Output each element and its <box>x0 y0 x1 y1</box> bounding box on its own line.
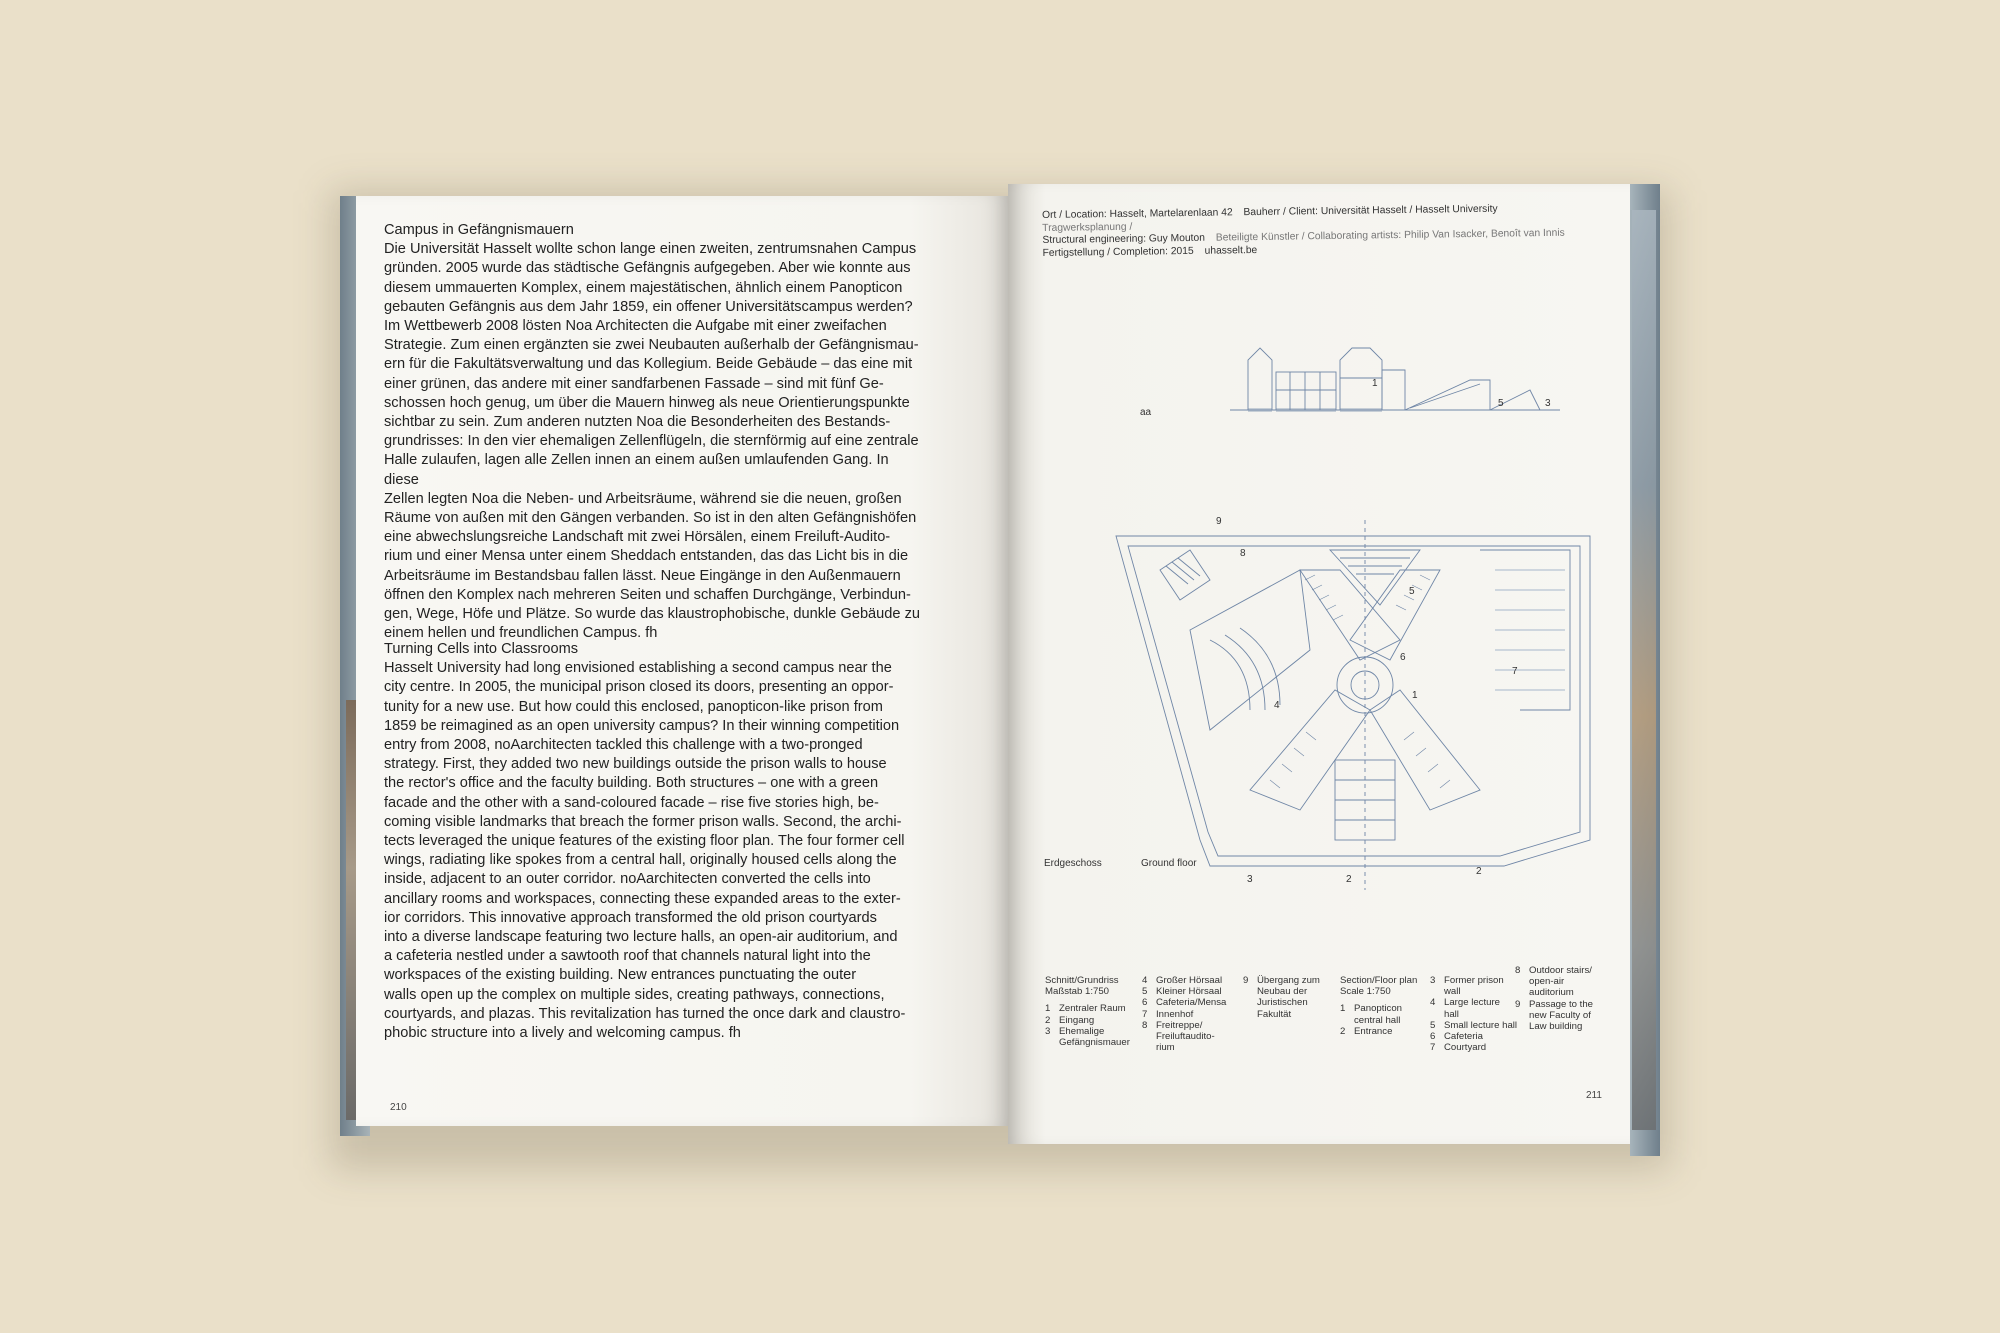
legend-num: 8 <box>1142 1019 1148 1031</box>
section-drawing <box>1230 320 1560 420</box>
legend-item <box>1515 965 1593 999</box>
legend-text: Großer Hörsaal <box>1156 975 1223 986</box>
legend-item <box>1430 1020 1517 1031</box>
legend-text: Former prison wall <box>1444 975 1504 998</box>
meta-client: Bauherr / Client: Universität Hasselt / Hasselt University <box>1243 203 1498 219</box>
legend-text: Zentraler Raum <box>1059 1003 1126 1015</box>
legend-english-title: Section/Floor plan Scale 1:750 <box>1340 975 1418 998</box>
legend-num: 4 <box>1142 975 1148 986</box>
plan-number-5: 5 <box>1409 586 1415 597</box>
legend-item <box>1142 1009 1226 1020</box>
english-body: Hasselt University had long envisioned establishing a second campus near the city centre. In 2005, the municipal prison closed its doors, presenting an oppor- tunity for a new use. But how could this enclosed, panopticon-like prison from 1859 be reimagined as an open university campus? In their winning competition entry from 2008, noAarchitecten tackled this challenge with a two-pronged strategy. First, they added two new buildings outside the prison walls to house the rector's office and the faculty building. Both structures – one with a green facade and the other with a sand-coloured facade – rise five stories high, be- coming visible landmarks that breach the former prison walls. Second, the archi- tects leveraged the unique features of the existing floor plan. The four former cell wings, radiating like spokes from a central hall, originally housed cells along the inside, adjacent to an outer corridor. noAarchitecten converted the cells into ancillary rooms and workspaces, connecting these expanded areas to the exter- ior corridors. This innovative approach transformed the old prison courtyards into a diverse landscape featuring two lecture halls, an open-air auditorium, and a cafeteria nestled under a sawtooth roof that channels natural light into the workspaces of the existing building. New entrances punctuating the outer walls open up the complex on multiple sides, creating pathways, connections, courtyards, and plazas. This revitalization has turned the once dark and claustro- phobic structure into a lively and welcoming campus. fh <box>384 660 906 1042</box>
section-number-1: 1 <box>1372 378 1378 389</box>
legend-num: 6 <box>1142 997 1148 1009</box>
legend-text: Entrance <box>1354 1025 1393 1037</box>
legend-english-col1 <box>1340 975 1417 1037</box>
plan-number-2b: 2 <box>1476 866 1482 877</box>
legend-num: 1 <box>1045 1003 1051 1015</box>
legend-text: Courtyard <box>1444 1042 1487 1054</box>
section-label-aa: aa <box>1140 407 1152 418</box>
plan-number-8: 8 <box>1240 548 1246 559</box>
legend-text: Small lecture hall <box>1444 1019 1518 1031</box>
legend-text: Outdoor stairs/ open-air auditorium <box>1529 965 1592 999</box>
section-number-3: 3 <box>1545 398 1551 409</box>
legend-text: Freitreppe/ Freiluftaudito- rium <box>1156 1019 1215 1054</box>
german-text-block <box>384 221 924 643</box>
legend-num: 2 <box>1340 1025 1346 1037</box>
legend-text: Large lecture hall <box>1444 997 1500 1020</box>
legend-item <box>1430 975 1517 997</box>
legend-num: 5 <box>1142 986 1148 998</box>
floor-label-english: Ground floor <box>1141 858 1197 869</box>
meta-artists: Beteiligte Künstler / Collaborating artists: Philip Van Isacker, Benoît van Innis <box>1215 227 1565 244</box>
legend-text: Übergang zum Neubau der Juristischen Fakultät <box>1257 975 1320 1020</box>
legend-num: 2 <box>1045 1014 1051 1026</box>
project-metadata <box>1042 202 1588 260</box>
legend-num: 4 <box>1430 997 1436 1009</box>
legend-text: Cafeteria/Mensa <box>1156 997 1227 1009</box>
legend-num: 3 <box>1045 1025 1051 1037</box>
legend-num: 6 <box>1430 1031 1436 1043</box>
legend-num: 7 <box>1430 1042 1436 1054</box>
english-heading: Turning Cells into Classrooms <box>384 641 579 657</box>
legend-item <box>1243 975 1320 1020</box>
legend-item <box>1045 1026 1130 1048</box>
german-heading: Campus in Gefängnismauern <box>384 222 574 238</box>
page-number-left: 210 <box>390 1102 407 1113</box>
legend-text: Cafeteria <box>1444 1031 1483 1043</box>
legend-german-title: Schnitt/Grundriss Maßstab 1:750 <box>1045 975 1119 998</box>
legend-item <box>1142 997 1226 1008</box>
plan-number-6: 6 <box>1400 652 1406 663</box>
legend-item <box>1045 1003 1130 1014</box>
ground-floor-plan <box>1100 510 1600 900</box>
meta-website: uhasselt.be <box>1204 244 1258 257</box>
legend-german-col1 <box>1045 975 1130 1048</box>
legend-text: Eingang <box>1059 1014 1095 1026</box>
legend-item <box>1430 997 1517 1019</box>
meta-location: Ort / Location: Hasselt, Martelarenlaan 42 <box>1042 207 1233 221</box>
legend-num: 8 <box>1515 965 1521 976</box>
previous-page-photo-edge <box>346 700 356 1120</box>
plan-number-9: 9 <box>1216 516 1222 527</box>
legend-num: 1 <box>1340 1003 1346 1015</box>
legend-english-col3 <box>1515 965 1593 1032</box>
legend-german-col2 <box>1142 975 1226 1053</box>
legend-german-col3 <box>1243 975 1320 1020</box>
legend-text: Kleiner Hörsaal <box>1156 986 1222 998</box>
legend-text: Passage to the new Faculty of Law building <box>1529 998 1594 1033</box>
legend-item <box>1142 1020 1226 1054</box>
plan-number-7: 7 <box>1512 666 1518 677</box>
floor-label-german: Erdgeschoss <box>1044 858 1102 869</box>
legend-num: 9 <box>1243 975 1249 986</box>
plan-number-1: 1 <box>1412 690 1418 701</box>
legend-item <box>1142 986 1226 997</box>
legend-num: 5 <box>1430 1019 1436 1031</box>
plan-number-4: 4 <box>1274 700 1280 711</box>
legend-num: 7 <box>1142 1008 1148 1020</box>
legend-item <box>1340 1003 1417 1025</box>
legend-item <box>1515 999 1593 1033</box>
page-number-right: 211 <box>1586 1090 1602 1101</box>
legend-item <box>1430 1042 1517 1053</box>
meta-structural-label: Tragwerksplanung / <box>1042 221 1133 234</box>
meta-completion: Fertigstellung / Completion: 2015 <box>1042 245 1194 259</box>
legend-text: Innenhof <box>1156 1008 1194 1020</box>
section-number-5: 5 <box>1498 398 1504 409</box>
legend-text: Ehemalige Gefängnismauer <box>1059 1025 1130 1049</box>
plan-number-2a: 2 <box>1346 874 1352 885</box>
plan-number-3: 3 <box>1247 874 1253 885</box>
english-text-block <box>384 640 924 1043</box>
legend-item <box>1340 1026 1417 1037</box>
legend-item <box>1430 1031 1517 1042</box>
legend-num: 9 <box>1515 998 1521 1010</box>
next-page-photo-edge <box>1632 210 1656 1130</box>
legend-item <box>1142 975 1226 986</box>
legend-item <box>1045 1015 1130 1026</box>
legend-num: 3 <box>1430 975 1436 986</box>
legend-text: Panopticon central hall <box>1354 1003 1403 1026</box>
meta-structural-engineer: Structural engineering: Guy Mouton <box>1042 232 1206 246</box>
german-body: Die Universität Hasselt wollte schon lange einen zweiten, zentrumsnahen Campus gründen. 2005 wurde das städtische Gefängnis aufgegeben. Aber wie konnte aus diesem ummauerten Komplex, einem majestätischen, ähnlich einem Panopticon gebauten Gefängnis aus dem Jahr 1859, ein offener Universitätscampus werden? Im Wettbewerb 2008 lösten Noa Architecten die Aufgabe mit einer zweifachen Strategie. Zum einen ergänzten sie zwei Neubauten außerhalb der Gefängnismau- ern für die Fakultätsverwaltung und das Kollegium. Beide Gebäude – das eine mit einer grünen, das andere mit einer sandfarbenen Fassade – sind mit fünf Ge- schossen hoch genug, um über die Mauern hinweg als neue Orientierungspunkte sichtbar zu sein. Zum anderen nutzten Noa die Besonderheiten des Bestands- grundrisses: In den vier ehemaligen Zellenflügeln, die sternförmig auf eine zentrale Halle zulaufen, lagen alle Zellen innen an einem außen umlaufenden Gang. In diese Zellen legten Noa die Neben- und Arbeitsräume, während sie die neuen, großen Räume von außen mit den Gängen verbanden. So ist in den alten Gefängnishöfen eine abwechslungsreiche Landschaft mit zwei Hörsälen, einem Freiluft-Audito- rium und einer Mensa unter einem Sheddach entstanden, das das Licht bis in die Arbeitsräume im Bestandsbau fallen lässt. Neue Eingänge in den Außenmauern öffnen den Komplex nach mehreren Seiten und schaffen Durchgänge, Verbindun- gen, Wege, Höfe und Plätze. So wurde das klaustrophobische, dunkle Gebäude zu einem hellen und freundlichen Campus. fh <box>384 241 920 642</box>
legend-english-col2 <box>1430 975 1517 1053</box>
